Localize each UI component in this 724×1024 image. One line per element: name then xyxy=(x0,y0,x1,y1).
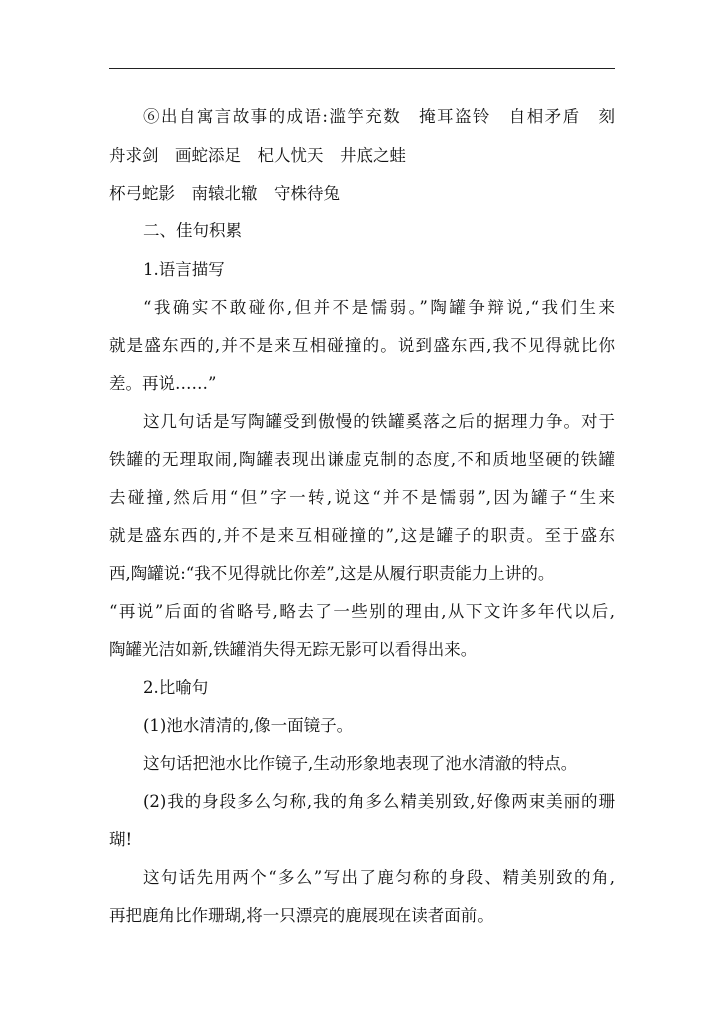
text-line: 铁罐的无理取闹,陶罐表现出谦虚克制的态度,不和质地坚硬的铁罐 xyxy=(109,450,615,469)
text-line: 这几句话是写陶罐受到傲慢的铁罐奚落之后的据理力争。对于 xyxy=(143,412,615,431)
text-line: 杯弓蛇影 南辕北辙 守株待兔 xyxy=(109,184,340,203)
header-rule xyxy=(109,68,615,69)
text-line: 就是盛东西的,并不是来互相碰撞的。说到盛东西,我不见得就比你 xyxy=(109,336,615,355)
text-line: (1)池水清清的,像一面镜子。 xyxy=(143,716,354,735)
subsection-heading: 2.比喻句 xyxy=(143,678,209,697)
text-line: 瑚! xyxy=(109,830,133,849)
text-line: 西,陶罐说:“我不见得就比你差”,这是从履行职责能力上讲的。 xyxy=(109,564,555,583)
text-line: ⑥出自寓言故事的成语:滥竽充数 掩耳盗铃 自相矛盾 刻 xyxy=(143,107,615,126)
section-heading: 二、佳句积累 xyxy=(143,221,242,240)
text-line: 差。再说……” xyxy=(109,374,217,393)
text-line: 这句话把池水比作镜子,生动形象地表现了池水清澈的特点。 xyxy=(143,754,578,773)
text-line: 陶罐光洁如新,铁罐消失得无踪无影可以看得出来。 xyxy=(109,640,478,659)
text-line: “我确实不敢碰你,但并不是懦弱。”陶罐争辩说,“我们生来 xyxy=(143,298,615,317)
text-line: 就是盛东西的,并不是来互相碰撞的”,这是罐子的职责。至于盛东 xyxy=(109,526,615,545)
text-line: 舟求剑 画蛇添足 杞人忧天 井底之蛙 xyxy=(109,146,406,165)
text-line: (2)我的身段多么匀称,我的角多么精美别致,好像两束美丽的珊 xyxy=(143,792,615,811)
text-line: 去碰撞,然后用“但”字一转,说这“并不是懦弱”,因为罐子“生来 xyxy=(109,488,615,507)
text-line: “再说”后面的省略号,略去了一些别的理由,从下文许多年代以后, xyxy=(109,602,615,621)
subsection-heading: 1.语言描写 xyxy=(143,260,225,279)
text-line: 再把鹿角比作珊瑚,将一只漂亮的鹿展现在读者面前。 xyxy=(109,906,494,925)
text-line: 这句话先用两个“多么”写出了鹿匀称的身段、精美别致的角, xyxy=(143,868,615,887)
